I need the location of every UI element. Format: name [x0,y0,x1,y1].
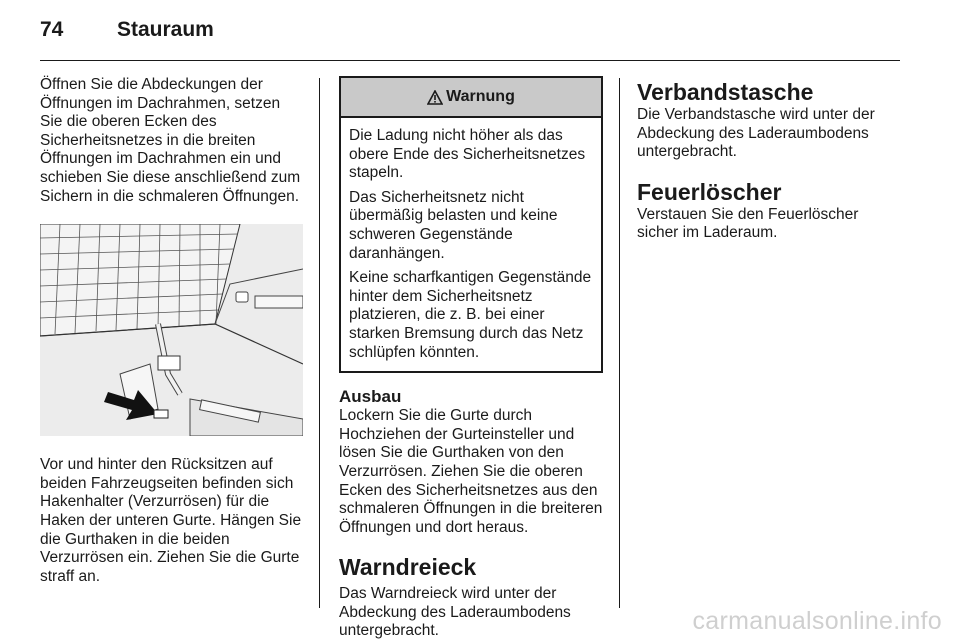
safety-net-illustration [40,224,303,436]
column-middle [339,76,605,641]
column-right [637,76,900,243]
warning-paragraph: Das Sicherheitsnetz nicht übermäßig belasten und keine schweren Gegenstände daranhängen. [349,188,558,262]
header-divider [40,60,900,61]
warning-box [339,76,603,373]
warning-paragraph: Die Ladung nicht höher als das obere Ende des Sicherheitsnetzes stapeln. [349,127,586,182]
column-divider-right [619,78,620,608]
warndreieck-paragraph: Das Warndreieck wird unter der Abdeckung des Laderaumbodens untergebracht. [339,585,571,640]
warning-header [341,78,601,118]
column-left [40,76,304,586]
hook-paragraph: Vor und hinter den Rücksitzen auf beiden Fahrzeugseiten befinden sich Hakenhalter (Verzurrösen) für die Haken der unteren Gurte. Hängen Sie die Gurthaken in die beiden Verzurrösen ein. Ziehen Sie die Gurte straff an. [40,456,302,585]
verbandstasche-paragraph: Die Verbandstasche wird unter der Abdeckung des Laderaumbodens untergebracht. [637,106,875,161]
column-divider-left [319,78,320,608]
feuerloescher-paragraph: Verstauen Sie den Feuerlöscher sicher im Laderaum. [637,205,859,242]
page-number: 74 [40,18,64,41]
warning-title: Warnung [446,87,515,105]
ausbau-heading: Ausbau [339,387,402,407]
warning-paragraph: Keine scharfkantigen Gegenstände hinter dem Sicherheitsnetz platzieren, die z. B. bei einer starken Bremsung durch das Netz schlüpfen könnten. [349,269,592,361]
watermark: carmanualsonline.info [692,607,942,635]
warning-triangle-icon [427,90,443,105]
section-title: Stauraum [117,18,214,41]
feuerloescher-heading: Feuerlöscher [637,178,782,205]
verbandstasche-heading: Verbandstasche [637,79,814,105]
intro-paragraph: Öffnen Sie die Abdeckungen der Öffnungen im Dachrahmen, setzen Sie die oberen Ecken des Sicherheitsnetzes in die breiten Öffnungen im Dachrahmen ein und schieben Sie diese anschließend zum Sichern in die schmaleren Öffnungen. [40,76,301,205]
warning-body [341,118,601,371]
warndreieck-heading: Warndreieck [339,554,477,581]
ausbau-paragraph: Lockern Sie die Gurte durch Hochziehen der Gurteinsteller und lösen Sie die Gurthaken von den Verzurrösen. Ziehen Sie die oberen Ecken des Sicherheitsnetzes aus den schmaleren Öffnungen in die breiteren Öffnungen und dort heraus. [339,407,603,536]
